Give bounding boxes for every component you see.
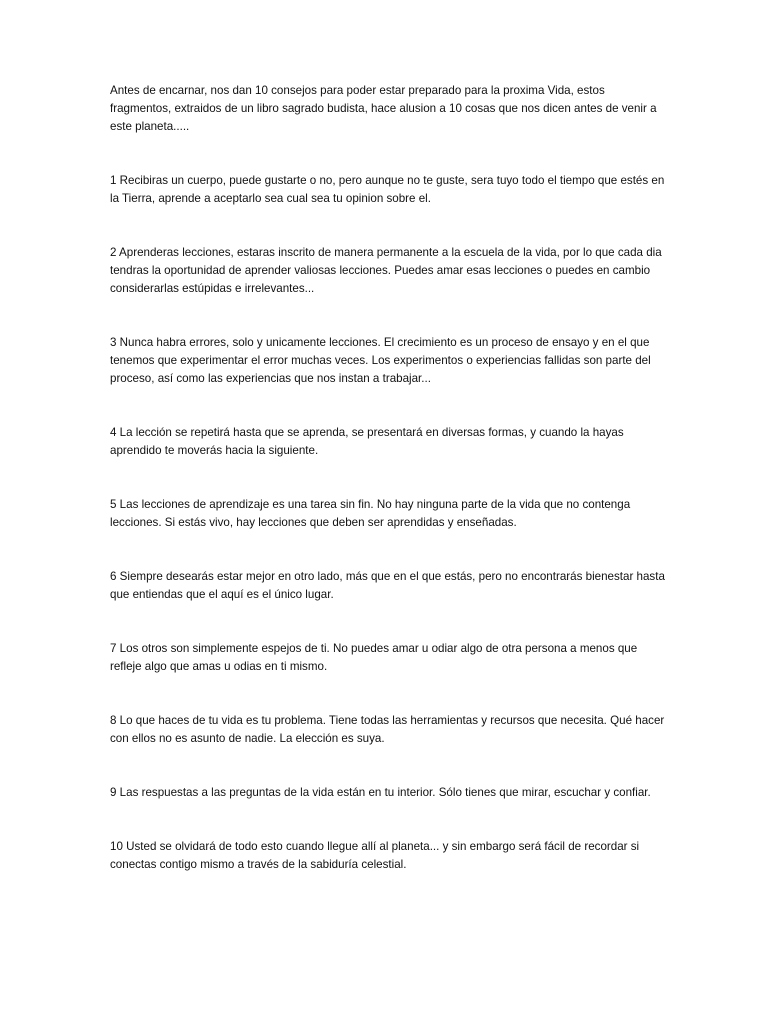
advice-item-2: 2 Aprenderas lecciones, estaras inscrito de manera permanente a la escuela de la vida, por lo que cada dia tendras la oportunidad de aprender valiosas lecciones. Puedes amar esas lecciones o puedes en cambio considerarlas estúpidas e irrelevantes...	[110, 246, 662, 295]
document-body	[110, 82, 665, 910]
advice-item-9: 9 Las respuestas a las preguntas de la vida están en tu interior. Sólo tienes que mirar, escuchar y confiar.	[110, 786, 651, 799]
advice-item-6: 6 Siempre desearás estar mejor en otro lado, más que en el que estás, pero no encontrarás bienestar hasta que entiendas que el aquí es el único lugar.	[110, 570, 665, 601]
advice-item-1: 1 Recibiras un cuerpo, puede gustarte o no, pero aunque no te guste, sera tuyo todo el tiempo que estés en la Tierra, aprende a aceptarlo sea cual sea tu opinion sobre el.	[110, 174, 665, 205]
advice-item-3: 3 Nunca habra errores, solo y unicamente lecciones. El crecimiento es un proceso de ensayo y en el que tenemos que experimentar el error muchas veces. Los experimentos o experiencias fallidas son parte del proceso, así como las experiencias que nos instan a trabajar...	[110, 336, 651, 385]
advice-item-10: 10 Usted se olvidará de todo esto cuando llegue allí al planeta... y sin embargo será fácil de recordar si conectas contigo mismo a través de la sabiduría celestial.	[110, 840, 640, 871]
advice-item-4: 4 La lección se repetirá hasta que se aprenda, se presentará en diversas formas, y cuando la hayas aprendido te moverás hacia la siguiente.	[110, 426, 624, 457]
advice-item-7: 7 Los otros son simplemente espejos de ti. No puedes amar u odiar algo de otra persona a menos que refleje algo que amas u odias en ti mismo.	[110, 642, 638, 673]
advice-item-8: 8 Lo que haces de tu vida es tu problema. Tiene todas las herramientas y recursos que necesita. Qué hacer con ellos no es asunto de nadie. La elección es suya.	[110, 714, 665, 745]
advice-item-5: 5 Las lecciones de aprendizaje es una tarea sin fin. No hay ninguna parte de la vida que no contenga lecciones. Si estás vivo, hay lecciones que deben ser aprendidas y enseñadas.	[110, 498, 631, 529]
intro-paragraph: Antes de encarnar, nos dan 10 consejos para poder estar preparado para la proxima Vida, estos fragmentos, extraidos de un libro sagrado budista, hace alusion a 10 cosas que nos dicen antes de venir a este planeta.....	[110, 84, 657, 133]
